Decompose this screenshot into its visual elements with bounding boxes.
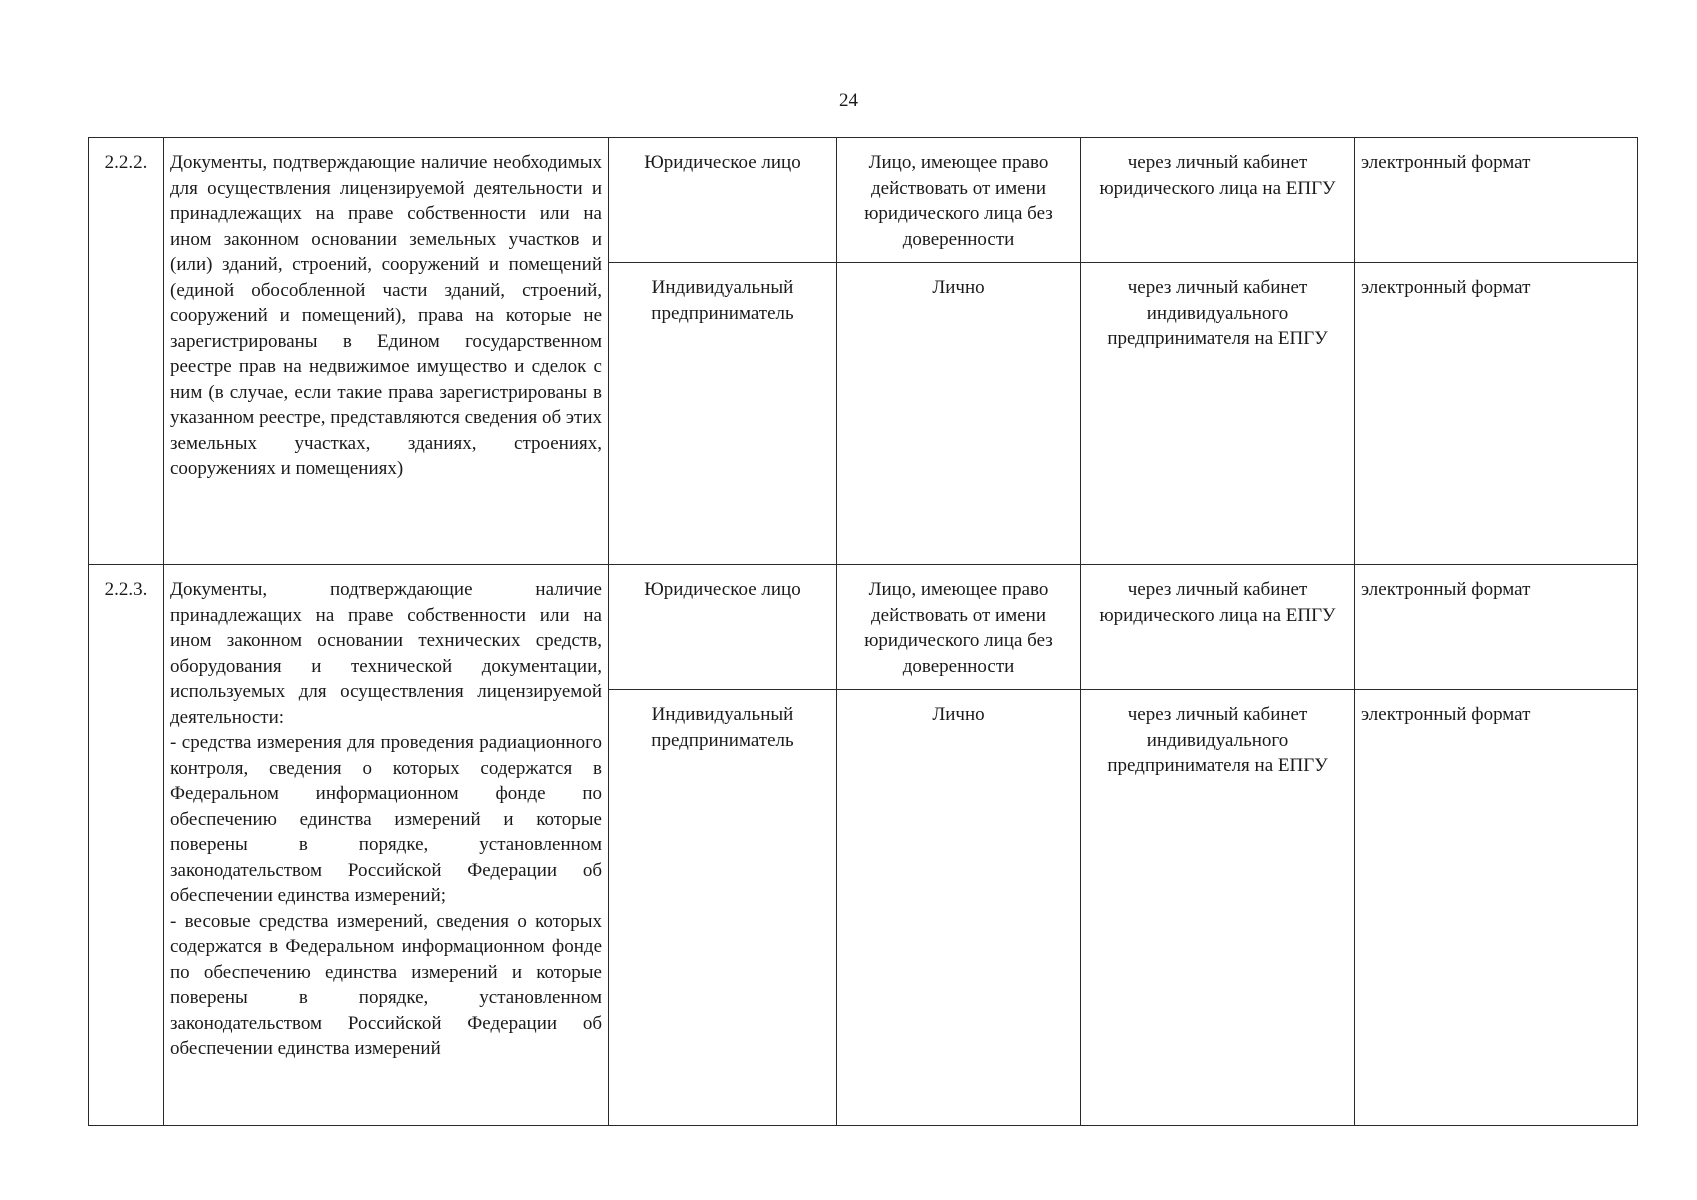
channel-cell: через личный кабинет юридического лица на ЕПГУ bbox=[1081, 565, 1355, 690]
row-number: 2.2.2. bbox=[89, 138, 164, 565]
representative-cell: Лично bbox=[837, 690, 1081, 1126]
channel-cell: через личный кабинет индивидуального предпринимателя на ЕПГУ bbox=[1081, 690, 1355, 1126]
row-number: 2.2.3. bbox=[89, 565, 164, 1126]
channel-cell: через личный кабинет юридического лица на ЕПГУ bbox=[1081, 138, 1355, 263]
table-row bbox=[89, 138, 1638, 263]
representative-cell: Лицо, имеющее право действовать от имени юридического лица без доверенности bbox=[837, 138, 1081, 263]
description-paragraph: - средства измерения для проведения радиационного контроля, сведения о которых содержатся в Федеральном информационном фонде по обеспечению единства измерений и которые поверены в порядке, установленном законодательством Российской Федерации об обеспечении единства измерений; bbox=[170, 732, 602, 906]
representative-cell: Лично bbox=[837, 263, 1081, 565]
applicant-cell: Индивидуальный предприниматель bbox=[609, 690, 837, 1126]
document-description bbox=[164, 138, 609, 565]
table-row bbox=[89, 565, 1638, 690]
page-number: 24 bbox=[839, 90, 858, 111]
applicant-cell: Юридическое лицо bbox=[609, 138, 837, 263]
channel-cell: через личный кабинет индивидуального предпринимателя на ЕПГУ bbox=[1081, 263, 1355, 565]
document-description bbox=[164, 565, 609, 1126]
format-cell: электронный формат bbox=[1355, 263, 1638, 565]
format-cell: электронный формат bbox=[1355, 565, 1638, 690]
applicant-cell: Юридическое лицо bbox=[609, 565, 837, 690]
format-cell: электронный формат bbox=[1355, 690, 1638, 1126]
format-cell: электронный формат bbox=[1355, 138, 1638, 263]
description-paragraph: Документы, подтверждающие наличие необходимых для осуществления лицензируемой деятельности и принадлежащих на праве собственности или на ином законном основании земельных участков и (или) зданий, строений, сооружений и помещений (единой обособленной части зданий, строений, сооружений и помещений), права на которые не зарегистрированы в Едином государственном реестре прав на недвижимое имущество и сделок с ним (в случае, если такие права зарегистрированы в указанном реестре, представляются сведения об этих земельных участках, зданиях, строениях, сооружениях и помещениях) bbox=[170, 152, 603, 479]
requirements-table bbox=[88, 137, 1638, 1126]
representative-cell: Лицо, имеющее право действовать от имени юридического лица без доверенности bbox=[837, 565, 1081, 690]
applicant-cell: Индивидуальный предприниматель bbox=[609, 263, 837, 565]
description-paragraph: Документы, подтверждающие наличие принадлежащих на праве собственности или на ином законном основании технических средств, оборудования и технической документации, используемых для осуществления лицензируемой деятельности: bbox=[170, 579, 602, 728]
description-paragraph: - весовые средства измерений, сведения о которых содержатся в Федеральном информационном фонде по обеспечению единства измерений и которые поверены в порядке, установленном законодательством Российской Федерации об обеспечении единства измерений bbox=[170, 910, 602, 1059]
